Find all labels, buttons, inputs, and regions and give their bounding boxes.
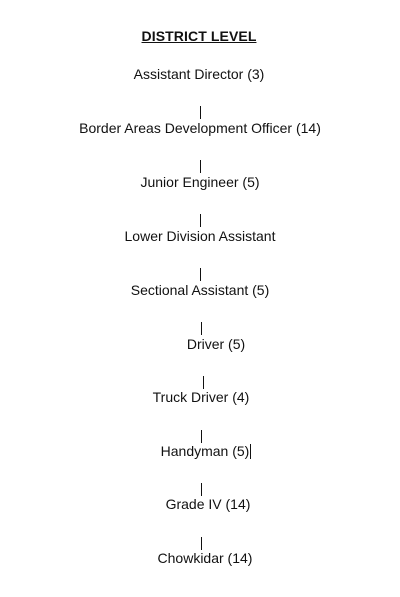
node-label: Sectional Assistant (5) [130, 282, 270, 298]
node-label: Truck Driver (4) [152, 389, 250, 405]
node-sectional-assistant [0, 282, 400, 298]
node-label: Handyman (5) [160, 443, 250, 459]
connector-line [200, 106, 201, 119]
node-label: Chowkidar (14) [157, 550, 253, 566]
connector-line [200, 214, 201, 227]
node-driver [16, 336, 400, 352]
node-label: Driver (5) [186, 336, 246, 352]
chart-title: DISTRICT LEVEL [141, 28, 257, 44]
connector-line [200, 268, 201, 281]
connector-line [201, 430, 202, 443]
node-lower-division-assistant [0, 228, 400, 244]
connector-line [201, 483, 202, 496]
connector-line [201, 537, 202, 550]
node-truck-driver [1, 389, 400, 405]
connector-line [203, 376, 204, 389]
connector-line [200, 160, 201, 173]
connector-line [201, 322, 202, 335]
node-grade-iv [8, 496, 400, 512]
text-cursor [250, 444, 251, 459]
node-label: Lower Division Assistant [124, 228, 276, 244]
node-junior-engineer [0, 174, 400, 190]
node-label: Assistant Director (3) [133, 66, 265, 82]
node-assistant-director [0, 66, 399, 82]
node-border-areas-development-officer [0, 120, 400, 136]
node-chowkidar [5, 550, 400, 566]
node-label: Junior Engineer (5) [140, 174, 260, 190]
node-label: Border Areas Development Officer (14) [79, 120, 321, 136]
node-label: Grade IV (14) [165, 496, 251, 512]
node-handyman [6, 443, 400, 459]
